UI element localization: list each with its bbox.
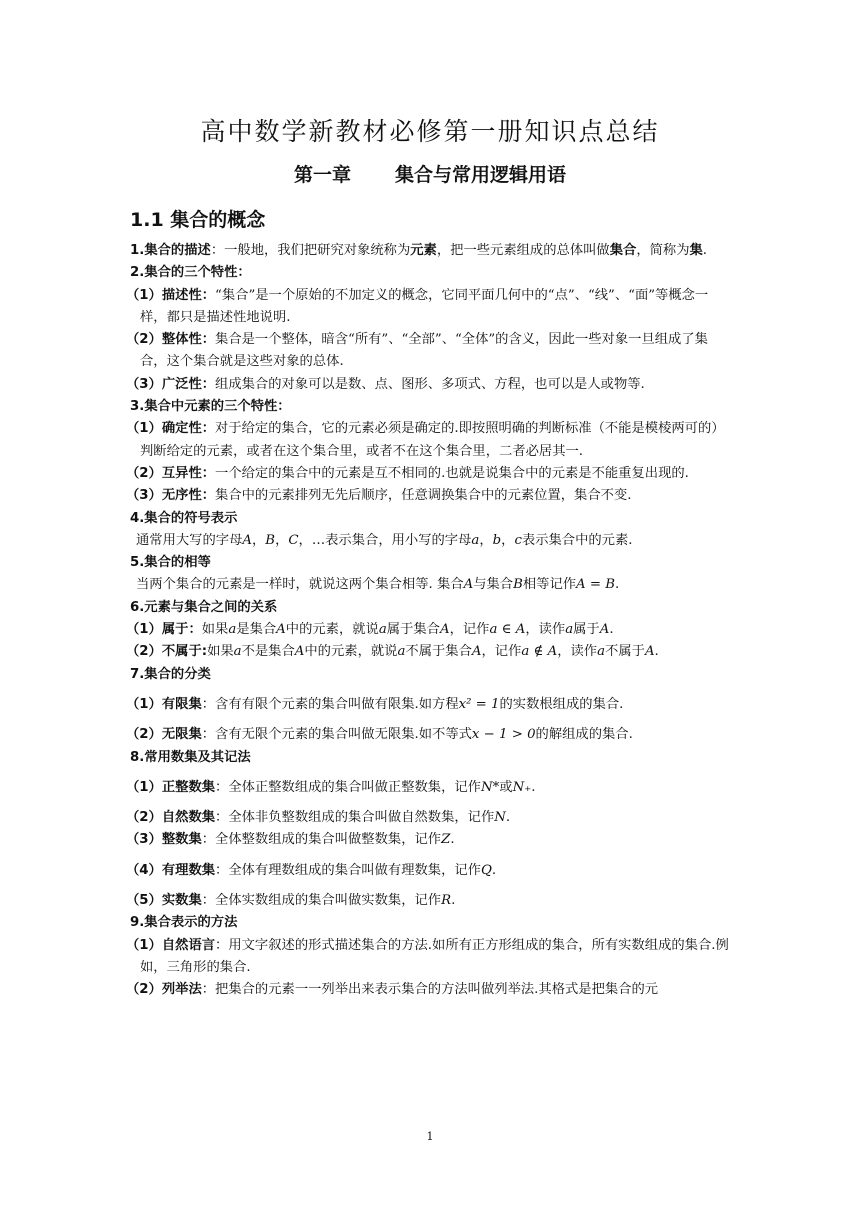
text: 与集合: [473, 577, 514, 593]
item-label: （2）无限集: [126, 727, 202, 743]
chapter-name: 集合与常用逻辑用语: [395, 164, 567, 186]
list-item: [126, 285, 730, 330]
math: A: [463, 577, 474, 593]
list-item: [126, 374, 730, 396]
math: a: [597, 644, 606, 660]
text: ：含有有限个元素的集合叫做有限集.如方程: [201, 696, 459, 712]
text: 或: [499, 779, 513, 795]
item-text: “集合”是一个原始的不加定义的概念，它同平面几何中的“点”、“线”、“面”等概念一样，都只是描述性地说明.: [140, 287, 709, 325]
text: ：含有无限个元素的集合叫做无限集.如不等式: [201, 727, 472, 743]
item-label: （1）属于：: [126, 622, 202, 638]
list-item: [126, 935, 730, 980]
text: ，读作: [557, 644, 598, 660]
document-body: [126, 240, 730, 1002]
item-label: （1）确定性：: [126, 421, 216, 437]
item-text: ：把集合的元素一一列举出来表示集合的方法叫做列举法.其格式是把集合的元: [201, 982, 659, 998]
heading: .集合的描述: [139, 243, 211, 258]
list-item: [126, 418, 730, 463]
heading: .集合中元素的三个特性：: [139, 399, 291, 415]
text: ，…表示集合，用小写的字母: [298, 532, 472, 548]
text: 当两个集合的元素是一样时，就说这两个集合相等. 集合: [136, 577, 464, 593]
list-item: [126, 619, 730, 641]
list-item: [126, 777, 730, 799]
text: 不是集合: [241, 644, 295, 660]
text: ，把一些元素组成的总体叫做: [436, 243, 610, 258]
heading: .集合的三个特性：: [139, 265, 251, 281]
num: 2: [130, 265, 140, 281]
math: a: [565, 622, 574, 638]
paragraph-7-heading: 7.集合的分类: [130, 666, 211, 682]
text: ：一般地，我们把研究对象统称为: [210, 243, 411, 258]
text: ：全体有理数组成的集合叫做有理数集，记作: [215, 862, 481, 878]
text: 表示集合中的元素.: [521, 532, 633, 548]
text: 中的元素，就说: [304, 644, 398, 660]
math: a ∉ A: [521, 644, 558, 660]
paragraph-3-heading: [130, 396, 730, 418]
text: .: [505, 810, 511, 826]
num: 3: [130, 399, 140, 415]
text: .: [702, 243, 708, 258]
text: 中的元素，就说: [285, 622, 379, 638]
math: C: [288, 532, 299, 548]
term: 元素: [410, 243, 437, 258]
text: .: [615, 577, 620, 593]
math: x − 1 > 0: [471, 727, 536, 743]
text: 属于: [573, 622, 600, 638]
text: ，: [251, 532, 266, 548]
item-label: （2）列举法: [126, 982, 202, 998]
math: A: [294, 644, 305, 660]
item-label: （3）整数集: [126, 832, 202, 848]
text: 通常用大写的字母: [136, 532, 243, 548]
item-text: 组成集合的对象可以是数、点、图形、多项式、方程，也可以是人或物等.: [215, 376, 645, 392]
text: ，: [479, 532, 493, 548]
list-item: [126, 979, 730, 1001]
math: a: [378, 622, 387, 638]
text: .: [531, 779, 536, 795]
document-title: 高中数学新教材必修第一册知识点总结: [200, 117, 660, 146]
list-item: [126, 724, 730, 746]
list-item: [126, 807, 730, 829]
num: 1: [130, 243, 140, 258]
paragraph-8-heading: 8.常用数集及其记法: [130, 749, 251, 765]
math: Z: [441, 832, 451, 848]
paragraph-5-heading: 5.集合的相等: [130, 555, 211, 571]
text: .: [450, 832, 455, 848]
list-item: [126, 694, 730, 716]
text: 是集合: [236, 622, 277, 638]
item-label: （2）自然数集: [126, 810, 216, 826]
math: N*: [480, 779, 500, 795]
text: .: [491, 862, 497, 878]
item-label: （2）整体性：: [126, 332, 216, 348]
chapter-heading: [0, 160, 860, 187]
math: N₊: [512, 779, 532, 795]
math: B: [265, 532, 276, 548]
list-item: [126, 829, 730, 851]
item-text: 集合中的元素排列无先后顺序，任意调换集合中的元素位置，集合不变.: [215, 488, 632, 504]
item-text: 对于给定的集合，它的元素必须是确定的.即按照明确的判断标准（不能是模棱两可的）判断给定的元素，或者在这个集合里，或者不在这个集合里，二者必居其一.: [140, 421, 725, 459]
math: A: [242, 532, 252, 548]
text: ：全体非负整数组成的集合叫做自然数集，记作: [215, 810, 495, 826]
math: R: [441, 893, 452, 909]
paragraph-9-heading: 9.集合表示的方法: [130, 915, 238, 931]
text: .: [451, 893, 456, 909]
text: 如果: [201, 622, 229, 638]
item-label: （2）不属于:: [126, 644, 208, 660]
math: B: [513, 577, 523, 593]
text: ，记作: [481, 644, 522, 660]
term: 集: [689, 243, 703, 258]
math: A: [599, 622, 610, 638]
math: a: [228, 622, 237, 638]
list-item: [126, 485, 730, 507]
item-text: 一个给定的集合中的元素是互不相同的.也就是说集合中的元素是不能重复出现的.: [215, 465, 689, 481]
text: ，简称为: [636, 243, 690, 258]
text: ：全体正整数组成的集合叫做正整数集，记作: [215, 779, 481, 795]
text: 的实数根组成的集合.: [499, 696, 624, 712]
item-label: （5）实数集: [126, 893, 202, 909]
paragraph-4-body: [130, 530, 730, 552]
math: a: [397, 644, 406, 660]
text: 如果: [207, 644, 234, 660]
paragraph-5-body: [130, 574, 730, 596]
text: 属于集合: [386, 622, 440, 638]
item-text: ：用文字叙述的形式描述集合的方法.如所有正方形组成的集合，所有实数组成的集合.例如，三角形的集合.: [140, 937, 729, 975]
math: a: [471, 532, 480, 548]
list-item: [126, 890, 730, 912]
text: .: [654, 644, 659, 660]
text: 不属于: [605, 644, 645, 660]
item-label: （1）描述性：: [126, 287, 216, 303]
text: ，记作: [449, 622, 490, 638]
text: ：全体实数组成的集合叫做实数集，记作: [201, 893, 442, 909]
list-item: [126, 860, 730, 882]
math: A = B: [576, 577, 616, 593]
section-heading: 1.1 集合的概念: [130, 209, 266, 231]
math: A: [276, 622, 286, 638]
math: a ∈ A: [489, 622, 526, 638]
math: c: [514, 532, 522, 548]
text: ，读作: [525, 622, 566, 638]
list-item: [126, 463, 730, 485]
math: A: [644, 644, 655, 660]
term: 集合: [609, 243, 637, 258]
paragraph-2-heading: [130, 262, 730, 284]
chapter-number: 第一章: [293, 164, 351, 186]
math: A: [439, 622, 450, 638]
item-label: （2）互异性：: [126, 465, 216, 481]
item-label: （1）正整数集: [126, 779, 216, 795]
item-text: 集合是一个整体，暗含“所有”、“全部”、“全体”的含义，因此一些对象一旦组成了集合，这个集合就是这些对象的总体.: [140, 332, 708, 370]
text: 相等记作: [522, 577, 577, 593]
math: A: [471, 644, 482, 660]
text: 不属于集合: [405, 644, 472, 660]
text: 的解组成的集合.: [535, 727, 633, 743]
math: Q: [480, 862, 492, 878]
text: ，: [501, 532, 515, 548]
math: x² = 1: [458, 696, 500, 712]
paragraph-4-heading: 4.集合的符号表示: [130, 510, 238, 526]
text: ，: [275, 532, 289, 548]
list-item: [126, 641, 730, 663]
list-item: [126, 329, 730, 374]
item-label: （1）有限集: [126, 696, 202, 712]
paragraph-1: [130, 240, 730, 262]
paragraph-6-heading: 6.元素与集合之间的关系: [130, 599, 278, 615]
text: ：全体整数组成的集合叫做整数集，记作: [201, 832, 442, 848]
text: .: [609, 622, 614, 638]
math: N: [494, 810, 506, 826]
math: a: [233, 644, 242, 660]
item-label: （4）有理数集: [126, 862, 216, 878]
item-label: （3）广泛性：: [126, 376, 216, 392]
item-label: （1）自然语言: [126, 937, 216, 953]
page-number: 1: [426, 1130, 434, 1143]
item-label: （3）无序性：: [126, 488, 216, 504]
math: b: [492, 532, 502, 548]
